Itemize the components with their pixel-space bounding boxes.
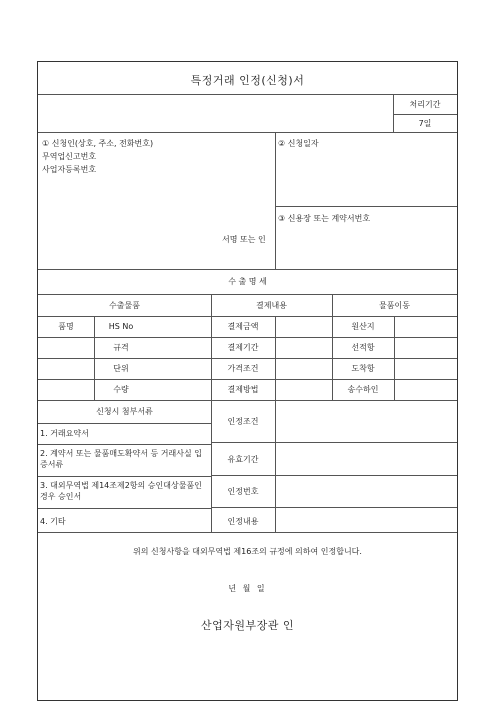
divider-attach3 <box>38 508 211 509</box>
divider-col3 <box>275 316 276 400</box>
divider-applicant-top <box>38 132 457 133</box>
divider-row4 <box>38 400 457 401</box>
row-cell-hs-no: HS No <box>108 322 134 331</box>
applicant-label: ① 신청인(상호, 주소, 전화번호) <box>42 139 154 148</box>
approval-number-label: 인정번호 <box>227 487 259 496</box>
business-registration-label: 사업자등록번호 <box>42 165 97 174</box>
attachments-title: 신청시 첨부서류 <box>96 407 153 416</box>
row-cell-quantity: 수량 <box>113 385 129 394</box>
row-cell-loading-port: 선적항 <box>351 343 375 352</box>
divider-number <box>211 507 457 508</box>
processing-period-label: 처리기간 <box>409 100 441 109</box>
row-cell-payment-period: 결제기간 <box>227 343 259 352</box>
form-title: 특정거래 인정(신청)서 <box>190 74 305 87</box>
signatory-line: 산업자원부장관 인 <box>200 619 294 632</box>
signature-label: 서명 또는 인 <box>222 235 266 244</box>
trade-registration-label: 무역업신고번호 <box>42 152 97 161</box>
date-line: 년 월 일 <box>228 584 267 593</box>
application-date-label: ② 신청일자 <box>278 139 319 148</box>
header-export-goods: 수출물품 <box>109 301 140 310</box>
attachment-item: 4. 기타 <box>40 517 66 526</box>
row-cell-unit: 단위 <box>113 364 129 373</box>
credit-number-label: ③ 신용장 또는 계약서번호 <box>278 214 371 223</box>
divider-condition <box>211 442 457 443</box>
row-cell-destination-port: 도착항 <box>351 364 375 373</box>
divider-validity <box>211 475 457 476</box>
processing-period-value: 7일 <box>418 119 432 128</box>
divider-date-credit <box>275 206 457 207</box>
divider-approval-col <box>275 400 276 532</box>
divider-attach-title <box>38 423 211 424</box>
divider-applicant-right <box>275 132 276 269</box>
divider-spec-top <box>38 269 457 270</box>
specification-title: 수 출 명 세 <box>228 277 267 286</box>
header-settlement: 결제내용 <box>256 301 287 310</box>
divider-spec-title <box>38 294 457 295</box>
divider-title <box>38 94 457 95</box>
divider-attach1 <box>38 444 211 445</box>
attachment-item: 3. 대외무역법 제14조제2항의 승인대상물품인 경우 승인서 <box>40 481 202 501</box>
approval-validity-label: 유효기간 <box>227 455 259 464</box>
row-cell-origin: 원산지 <box>351 322 375 331</box>
row-cell-price-terms: 가격조건 <box>227 364 259 373</box>
approval-content-label: 인정내용 <box>227 517 259 526</box>
row-cell-payment-method: 결제방법 <box>227 385 259 394</box>
divider-period <box>393 114 457 115</box>
row-cell-item-name: 품명 <box>58 322 74 331</box>
divider-col5 <box>394 316 395 400</box>
row-cell-payment-amount: 결제금액 <box>227 322 259 331</box>
approval-statement: 위의 신청사항을 대외무역법 제16조의 규정에 의하여 인정합니다. <box>133 547 362 556</box>
divider-attach2 <box>38 476 211 477</box>
attachment-item: 1. 거래요약서 <box>40 429 89 438</box>
approval-condition-label: 인정조건 <box>227 417 259 426</box>
row-cell-spec: 규격 <box>113 343 129 352</box>
attachment-item: 2. 계약서 또는 물품매도확약서 등 거래사실 입증서류 <box>40 449 202 469</box>
header-goods-movement: 물품이동 <box>379 301 410 310</box>
row-cell-consignor: 송수하인 <box>347 385 379 394</box>
application-form <box>37 61 458 701</box>
divider-attach-bottom <box>38 532 457 533</box>
